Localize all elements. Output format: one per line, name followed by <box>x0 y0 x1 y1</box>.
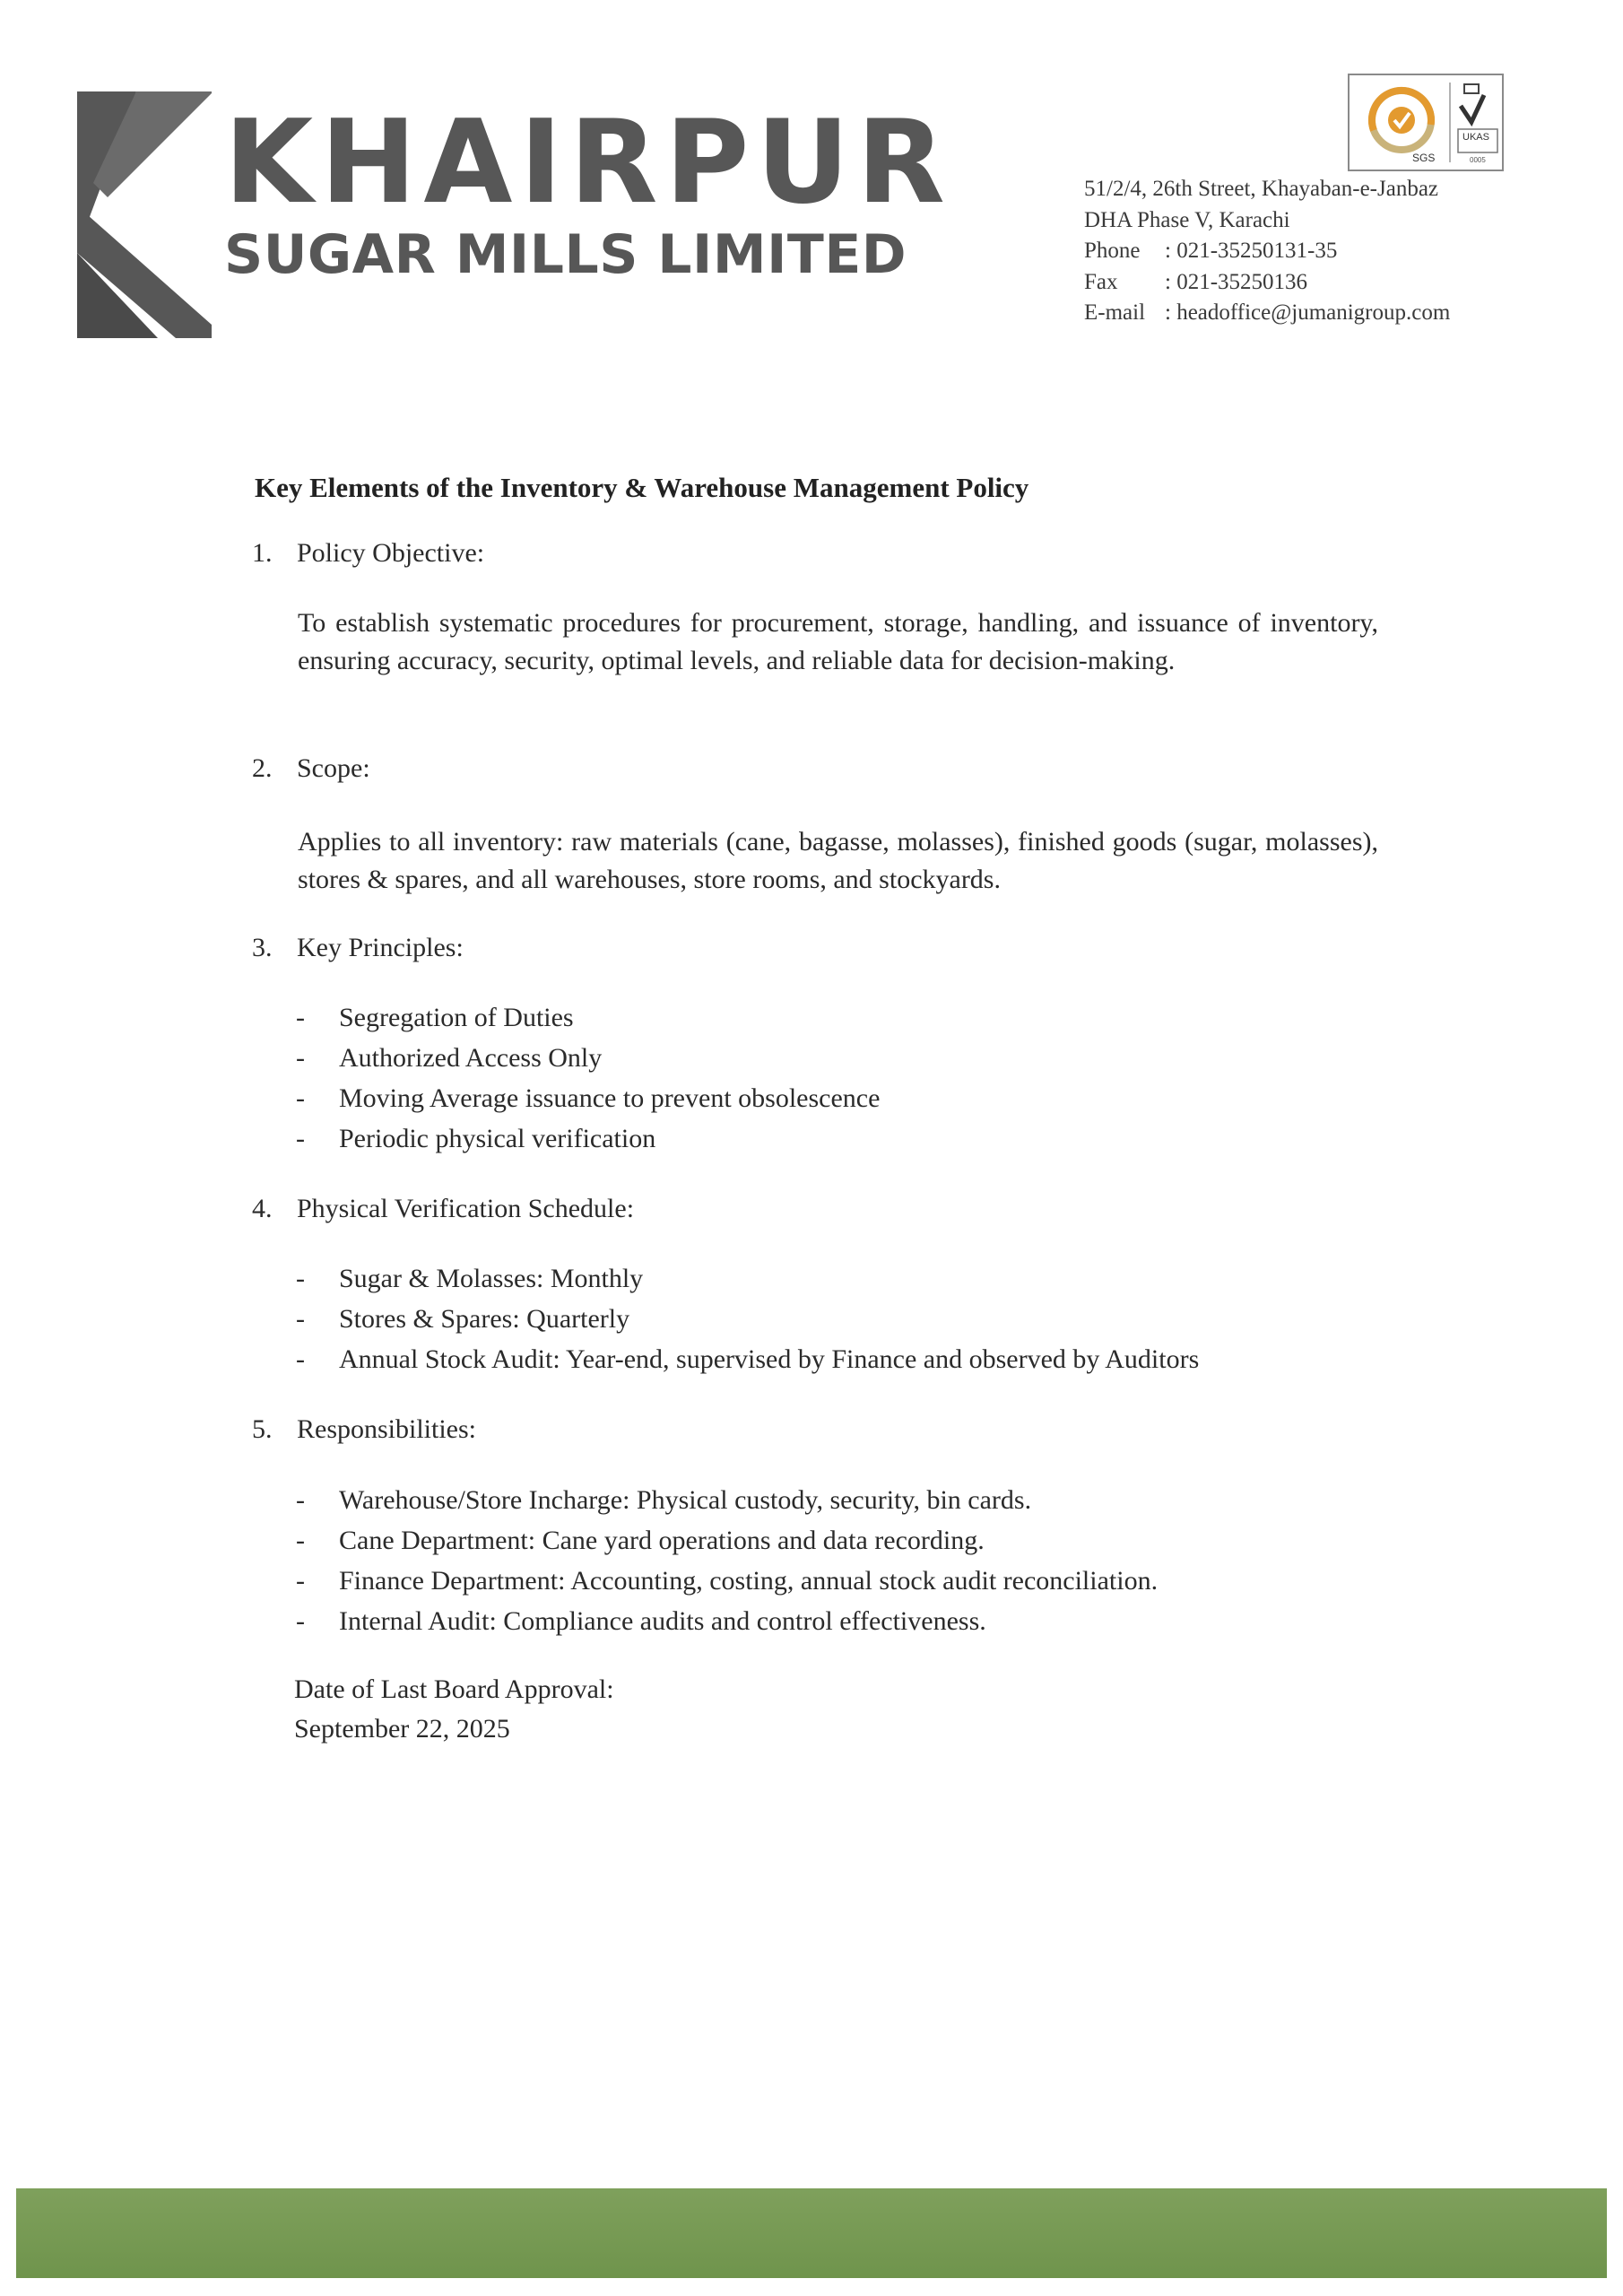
list-item: - Stores & Spares: Quarterly <box>296 1304 630 1334</box>
fax-label: Fax <box>1084 269 1118 294</box>
list-item: - Internal Audit: Compliance audits and control effectiveness. <box>296 1606 986 1636</box>
phone-line <box>1084 236 1450 267</box>
list-item: - Cane Department: Cane yard operations and data recording. <box>296 1526 985 1555</box>
section-paragraph-objective: To establish systematic procedures for procurement, storage, handling, and issuance of inventory, ensuring accuracy, security, optimal levels, and reliable data for decision-making. <box>298 608 1378 675</box>
section-heading-principles: 3. Key Principles: <box>252 933 464 962</box>
section-heading-scope: 2. Scope: <box>252 753 370 783</box>
sgs-certification-icon <box>1364 83 1440 159</box>
address-line-1: 51/2/4, 26th Street, Khayaban-e-Janbaz <box>1084 177 1439 201</box>
list-item: - Moving Average issuance to prevent obsolescence <box>296 1083 881 1113</box>
ukas-label: UKAS <box>1462 132 1489 143</box>
address-block <box>1084 174 1450 329</box>
fax-line <box>1084 267 1450 299</box>
phone-value: : 021-35250131-35 <box>1165 239 1338 263</box>
company-logo-mark <box>77 83 212 338</box>
list-item: - Segregation of Duties <box>296 1003 574 1032</box>
approval-label: Date of Last Board Approval: <box>294 1674 614 1704</box>
company-name: KHAIRPUR <box>224 96 952 230</box>
section-heading-objective: 1. Policy Objective: <box>252 538 485 568</box>
address-line-2: DHA Phase V, Karachi <box>1084 207 1290 232</box>
list-item: - Annual Stock Audit: Year-end, supervised by Finance and observed by Auditors <box>296 1344 1200 1374</box>
fax-value: : 021-35250136 <box>1165 269 1308 294</box>
email-line <box>1084 298 1450 329</box>
board-approval <box>294 1670 614 1749</box>
list-item: - Periodic physical verification <box>296 1124 656 1153</box>
section-heading-responsibilities: 5. Responsibilities: <box>252 1414 477 1444</box>
footer-band <box>16 2188 1607 2278</box>
company-subtitle: SUGAR MILLS LIMITED <box>224 223 907 286</box>
section-paragraph-scope: Applies to all inventory: raw materials (cane, bagasse, molasses), finished goods (sugar, molasses), stores & spares, and all warehouses, store rooms, and stockyards. <box>298 827 1378 894</box>
sgs-label: SGS <box>1412 152 1436 164</box>
ukas-code: 0005 <box>1470 156 1486 164</box>
list-item: - Warehouse/Store Incharge: Physical custody, security, bin cards. <box>296 1485 1032 1515</box>
email-value: : headoffice@jumanigroup.com <box>1165 300 1451 325</box>
approval-date: September 22, 2025 <box>294 1714 510 1744</box>
document-title: Key Elements of the Inventory & Warehouse Management Policy <box>255 472 1029 503</box>
email-label: E-mail <box>1084 300 1146 325</box>
list-item: - Finance Department: Accounting, costing, annual stock audit reconciliation. <box>296 1566 1159 1596</box>
certification-marks <box>1348 74 1504 171</box>
list-item: - Authorized Access Only <box>296 1043 603 1073</box>
letterhead <box>0 0 1623 359</box>
phone-label: Phone <box>1084 239 1141 263</box>
list-item: - Sugar & Molasses: Monthly <box>296 1264 644 1293</box>
section-heading-verification: 4. Physical Verification Schedule: <box>252 1194 635 1223</box>
